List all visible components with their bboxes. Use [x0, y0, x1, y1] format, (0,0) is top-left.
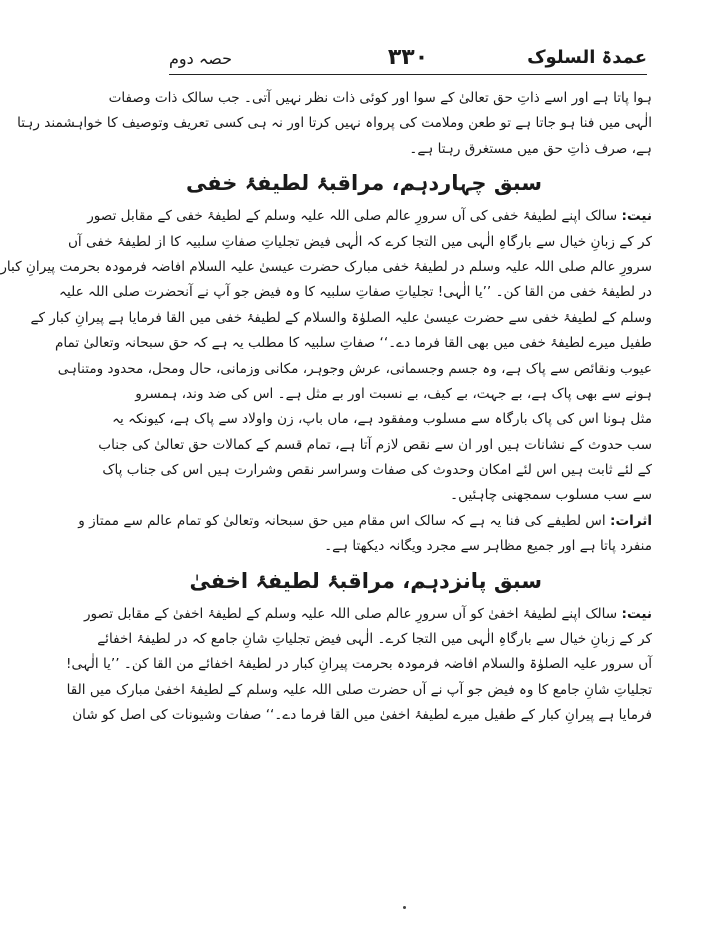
page-number: ۳۳۰	[387, 45, 429, 70]
text-line	[83, 602, 652, 627]
section-heading-14: سبق چہاردہم، مراقبۂ لطیفۂ خفی	[185, 171, 542, 196]
text-line: طفیل میرے لطیفۂ خفی میں بھی القا فرما دے۔‘‘ صفاتِ سلبیہ کا مطلب یہ ہے کہ حق سبحانہ وتعالیٰ تمام	[54, 335, 652, 352]
text-line: منفرد پاتا ہے اور جمیع مظاہر سے مجرد ویگانہ دیکھتا ہے۔	[324, 538, 652, 555]
text-line: الٰہی میں فنا ہو جاتا ہے تو طعن وملامت کی پرواہ نہیں کرتا اور نہ ہی کسی تعریف وتوصیف کا خواہشمند رہتا	[17, 115, 652, 132]
niyyat-text: سالک اپنے لطیفۂ اخفیٰ کو آں سرورِ عالم صلی اللہ علیہ وسلم کے لطیفۂ اخفیٰ کے مقابل تصور	[83, 605, 618, 622]
text-line: ہے، صرف ذاتِ حق میں مستغرق رہتا ہے۔	[409, 140, 652, 157]
text-line: آں سرور علیہ الصلوٰۃ والسلام افاضہ فرمودہ بحرمت پیرانِ کبار در لطیفۂ اخفائے من القا کن۔ ’’یا الٰہی!	[66, 656, 652, 673]
text-line: وسلم کے لطیفۂ خفی سے حضرت عیسیٰ علیہ الصلوٰۃ والسلام کے لطیفۂ خفی میں القا فرمایا ہے پیرانِ کبار کے	[30, 309, 652, 326]
part-label: حصہ دوم	[169, 49, 232, 68]
text-line: سے سب مسلوب سمجھنی چاہئیں۔	[450, 487, 652, 504]
asaraat-text: اس لطیفے کی فنا یہ ہے کہ سالک اس مقام میں حق سبحانہ وتعالیٰ کو تمام عالم سے ممتاز و	[78, 512, 606, 529]
text-line	[78, 509, 652, 534]
niyyat-text: سالک اپنے لطیفۂ خفی کی آں سرورِ عالم صلی اللہ علیہ وسلم کے لطیفۂ خفی کے مقابل تصور	[87, 208, 618, 225]
page-header	[169, 38, 647, 75]
book-title: عمدۃ السلوک	[527, 47, 647, 68]
text-line: تجلیاتِ شانِ جامع کا وہ فیض جو آپ نے آں حضرت صلی اللہ علیہ وسلم کے لطیفۂ اخفیٰ مبارک میں القا	[66, 681, 652, 698]
page-body	[0, 86, 652, 887]
text-line: ہونے سے بھی پاک ہے، بے جہت، بے کیف، بے نسبت اور بے مثل ہے۔ اس کی ضد وند، ہمسرو	[135, 385, 652, 402]
text-line: سب حدوث کے نشانات ہیں اور ان سے نقص لازم آتا ہے، تمام قسم کے کمالات حق تعالیٰ کی جناب	[98, 436, 652, 453]
text-line: ہوا پاتا ہے اور اسے ذاتِ حق تعالیٰ کے سوا اور کوئی ذات نظر نہیں آتی۔ جب سالک ذات وصفات	[108, 90, 652, 106]
text-line: کے لئے ثابت ہیں اس لئے امکان وحدوث کی صفات وسراسر نقص وشرارت ہیں اس کی جناب پاک	[102, 462, 652, 479]
text-line: مثل ہونا اس کی پاک بارگاہ سے مسلوب ومفقود ہے، ماں باپ، زن واولاد سے پاک ہے، کیونکہ یہ	[112, 411, 652, 428]
text-line	[87, 204, 652, 229]
text-line: سرورِ عالم صلی اللہ علیہ وسلم در لطیفۂ خفی مبارک حضرت عیسیٰ علیہ السلام افاضہ فرمودہ بحرمت پیرانِ کبار	[0, 258, 652, 275]
text-line: در لطیفۂ خفی من القا کن۔ ’’یا الٰہی! تجلیاتِ صفاتِ سلبیہ کا وہ فیض جو آپ نے آنحضرت صلی اللہ علیہ	[59, 284, 652, 301]
asaraat-label: اثرات:	[610, 512, 652, 529]
text-line: کر کے زبانِ خیال سے بارگاہِ الٰہی میں التجا کرے۔ الٰہی فیض تجلیاتِ شانِ جامع کہ در لطیفۂ اخفائے	[97, 631, 652, 648]
niyyat-label: نیت:	[621, 605, 652, 622]
text-line: عیوب ونقائص سے پاک ہے، وہ جسم وجسمانی، عرش وجوہر، مکانی وزمانی، حال ومحل، محدود ومتناہی	[57, 360, 652, 377]
print-speck	[403, 906, 406, 909]
text-line: فرمایا ہے پیرانِ کبار کے طفیل میرے لطیفۂ اخفیٰ میں القا فرما دے۔‘‘ صفات وشیونات کی اصل کو شان	[72, 707, 652, 724]
niyyat-label: نیت:	[621, 208, 652, 225]
text-line: کر کے زبانِ خیال سے بارگاہِ الٰہی میں التجا کرے کہ الٰہی فیض تجلیاتِ صفاتِ سلبیہ کا از لطیفۂ خفی آں	[67, 233, 652, 250]
section-heading-15: سبق پانزدہم، مراقبۂ لطیفۂ اخفیٰ	[189, 568, 542, 593]
